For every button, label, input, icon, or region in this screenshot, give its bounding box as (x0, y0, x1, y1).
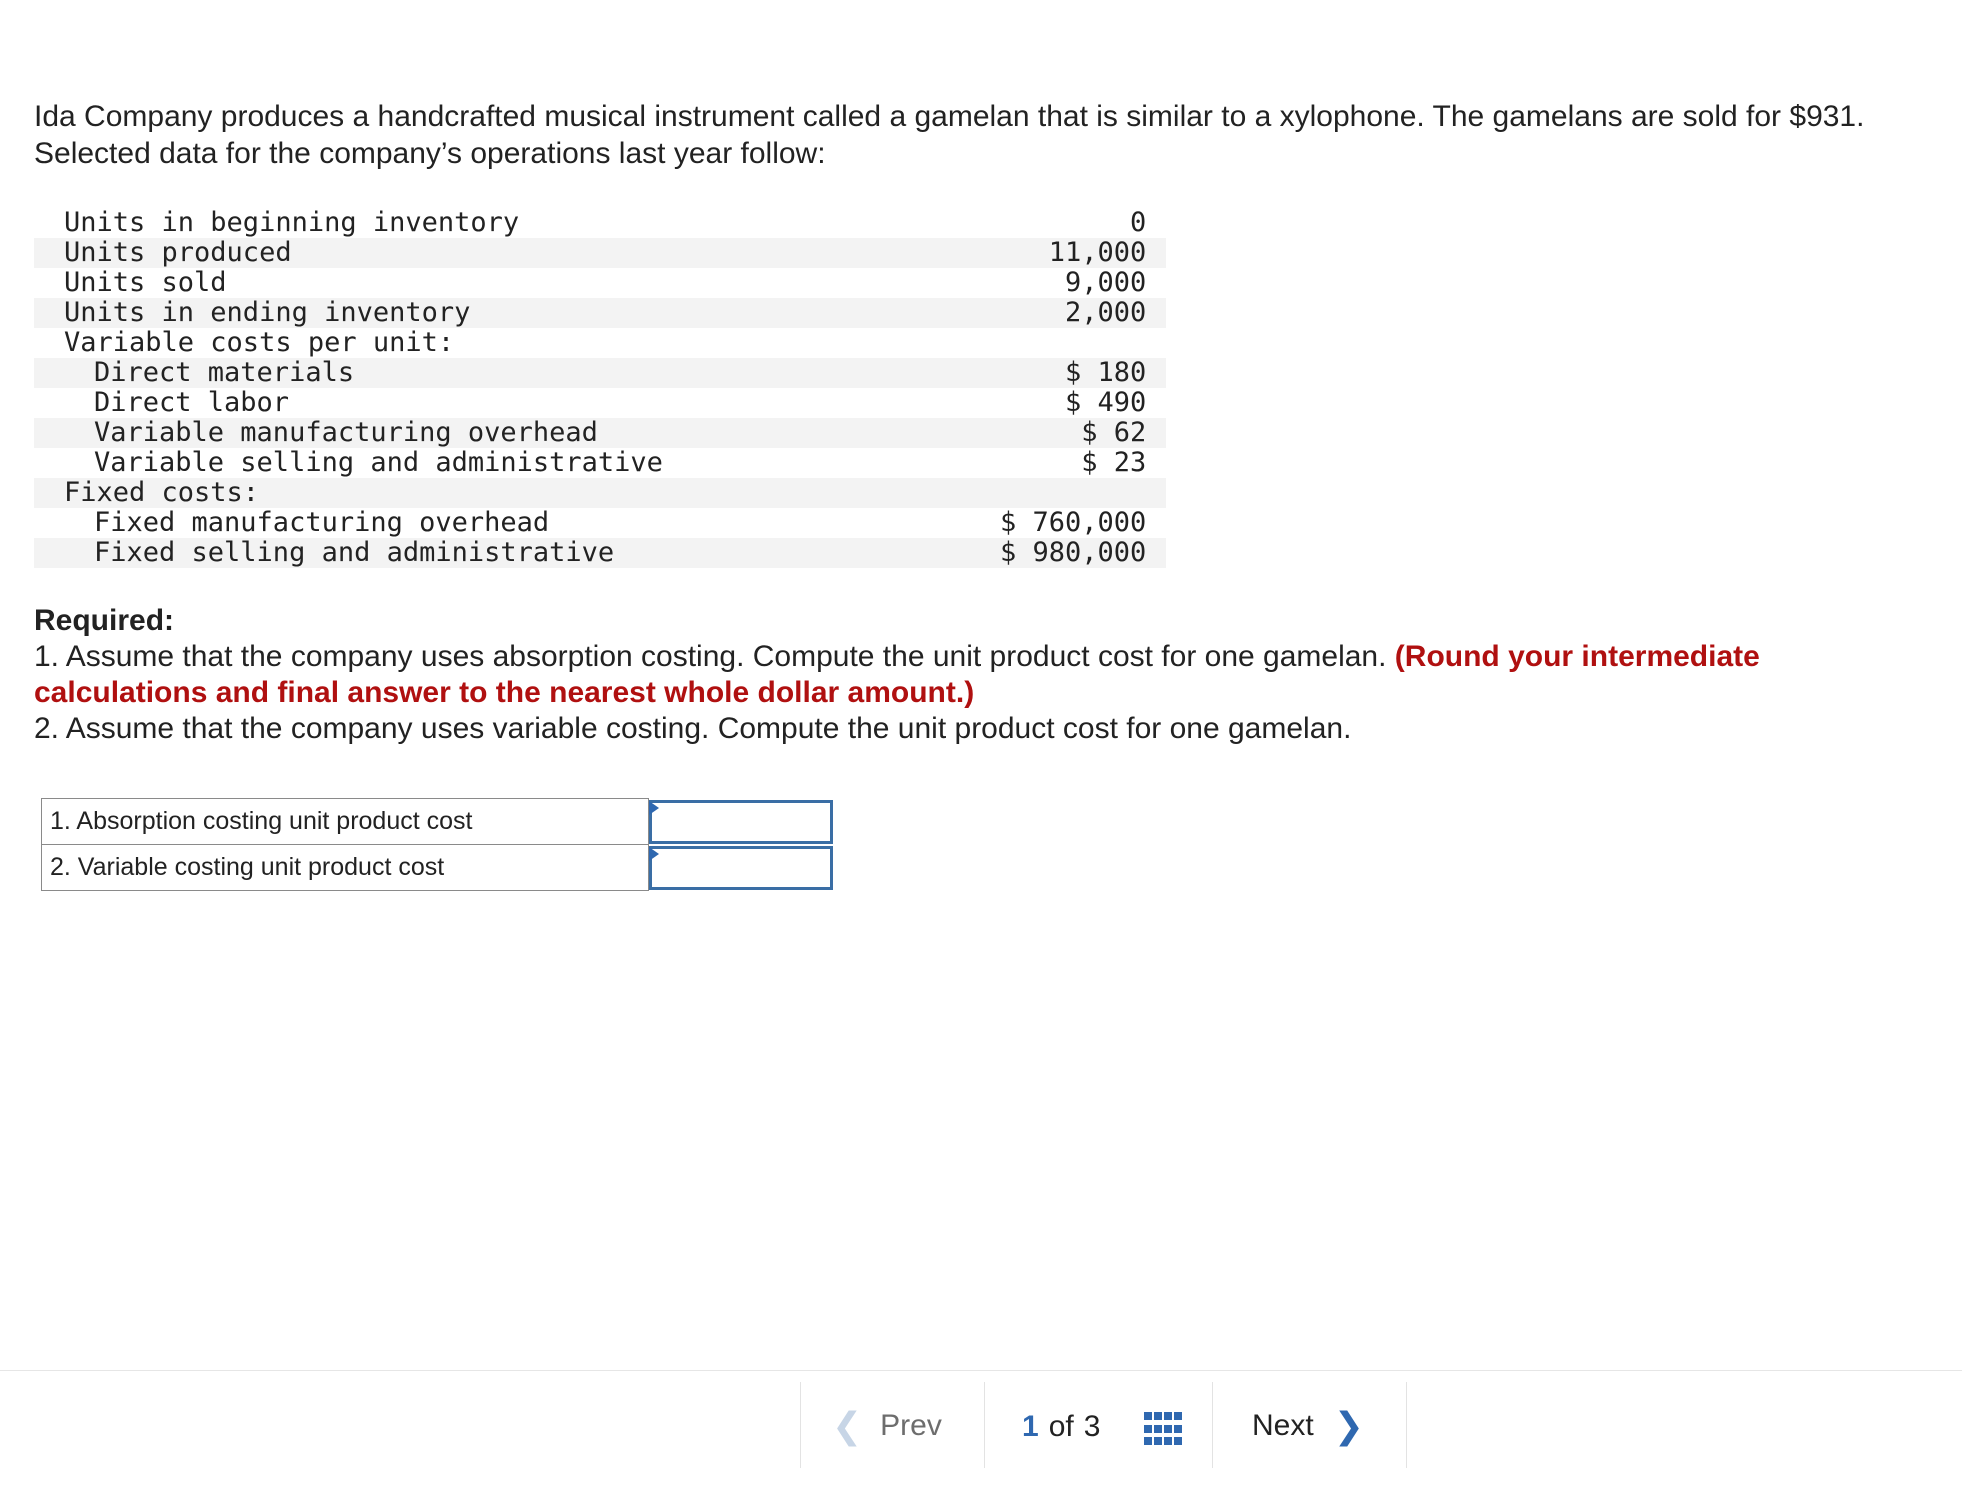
data-row (34, 508, 1166, 538)
data-row-value: 2,000 (1000, 298, 1166, 328)
data-row (34, 418, 1166, 448)
page-indicator (1022, 1410, 1100, 1444)
data-row (34, 388, 1166, 418)
data-row-value: 9,000 (1065, 267, 1147, 298)
data-row-label: Units sold (64, 267, 227, 298)
data-row (34, 478, 1166, 508)
data-row-value: $ 980,000 (1000, 538, 1166, 568)
answer-row (42, 799, 834, 845)
data-row-label: Direct materials (34, 358, 1000, 388)
data-row-value: 0 (1130, 207, 1147, 238)
data-row-label: Fixed selling and administrative (34, 538, 1000, 568)
data-row-value: $ 180 (1000, 358, 1166, 388)
question-2: 2. Assume that the company uses variable costing. Compute the unit product cost for one gamelan. (34, 712, 1352, 745)
data-row-value: $ 23 (1081, 447, 1147, 478)
required-heading: Required: (34, 604, 175, 637)
data-row (34, 208, 1166, 238)
nav-separator (800, 1382, 801, 1468)
data-row (34, 298, 1166, 328)
data-row-value (1000, 328, 1166, 358)
data-row-label: Variable manufacturing overhead (34, 418, 1000, 448)
data-row-value: 11,000 (1000, 238, 1166, 268)
answer-row (42, 845, 834, 891)
required-section (34, 603, 1914, 747)
question-1 (34, 639, 1914, 711)
data-row-value (1000, 478, 1166, 508)
next-button[interactable] (1252, 1405, 1364, 1446)
answer-cell (649, 845, 834, 891)
data-row-label: Units in beginning inventory (64, 207, 520, 238)
data-row-value: $ 760,000 (1000, 507, 1147, 538)
data-row-label: Fixed costs: (34, 478, 1000, 508)
data-row-label: Variable costs per unit: (64, 327, 455, 358)
data-table (34, 208, 1166, 568)
input-flag-icon (649, 847, 659, 861)
data-row-label: Units in ending inventory (34, 298, 1000, 328)
data-row-label: Variable selling and administrative (94, 447, 663, 478)
data-row-label: Units produced (34, 238, 1000, 268)
data-row-label: Direct labor (94, 387, 290, 418)
data-row (34, 268, 1166, 298)
grid-icon[interactable] (1144, 1412, 1180, 1448)
nav-separator (1406, 1382, 1407, 1468)
data-row (34, 358, 1166, 388)
of-label: of (1048, 1410, 1074, 1443)
current-page: 1 (1022, 1410, 1039, 1443)
data-row-label: Fixed manufacturing overhead (94, 507, 550, 538)
prev-button[interactable] (832, 1405, 942, 1446)
chevron-left-icon: ❮ (832, 1405, 863, 1446)
answer-label: 2. Variable costing unit product cost (42, 845, 649, 891)
answer-cell (649, 799, 834, 845)
data-row (34, 328, 1166, 358)
data-row-value: $ 62 (1000, 418, 1166, 448)
nav-separator (984, 1382, 985, 1468)
nav-separator (1212, 1382, 1213, 1468)
data-row (34, 448, 1166, 478)
answer-label: 1. Absorption costing unit product cost (42, 799, 649, 845)
rounding-hint: (Round your intermediate calculations and final answer to the nearest whole dollar amount.) (34, 640, 1760, 709)
data-row (34, 238, 1166, 268)
prev-label: Prev (880, 1409, 942, 1442)
variable-cost-input[interactable] (649, 846, 833, 890)
total-pages: 3 (1083, 1410, 1101, 1443)
next-label: Next (1252, 1409, 1314, 1442)
question-1-text: 1. Assume that the company uses absorption costing. Compute the unit product cost for one gamelan. (34, 640, 1387, 673)
problem-statement: Ida Company produces a handcrafted musical instrument called a gamelan that is similar to a xylophone. The gamelans are sold for $931. Selected data for the company’s operations last year follow: (34, 100, 1865, 170)
answer-table (41, 798, 834, 891)
absorption-cost-input[interactable] (649, 800, 833, 844)
data-row (34, 538, 1166, 568)
footer-divider (0, 1370, 1962, 1371)
input-flag-icon (649, 801, 659, 815)
chevron-right-icon: ❯ (1333, 1405, 1364, 1446)
data-row-value: $ 490 (1065, 387, 1147, 418)
